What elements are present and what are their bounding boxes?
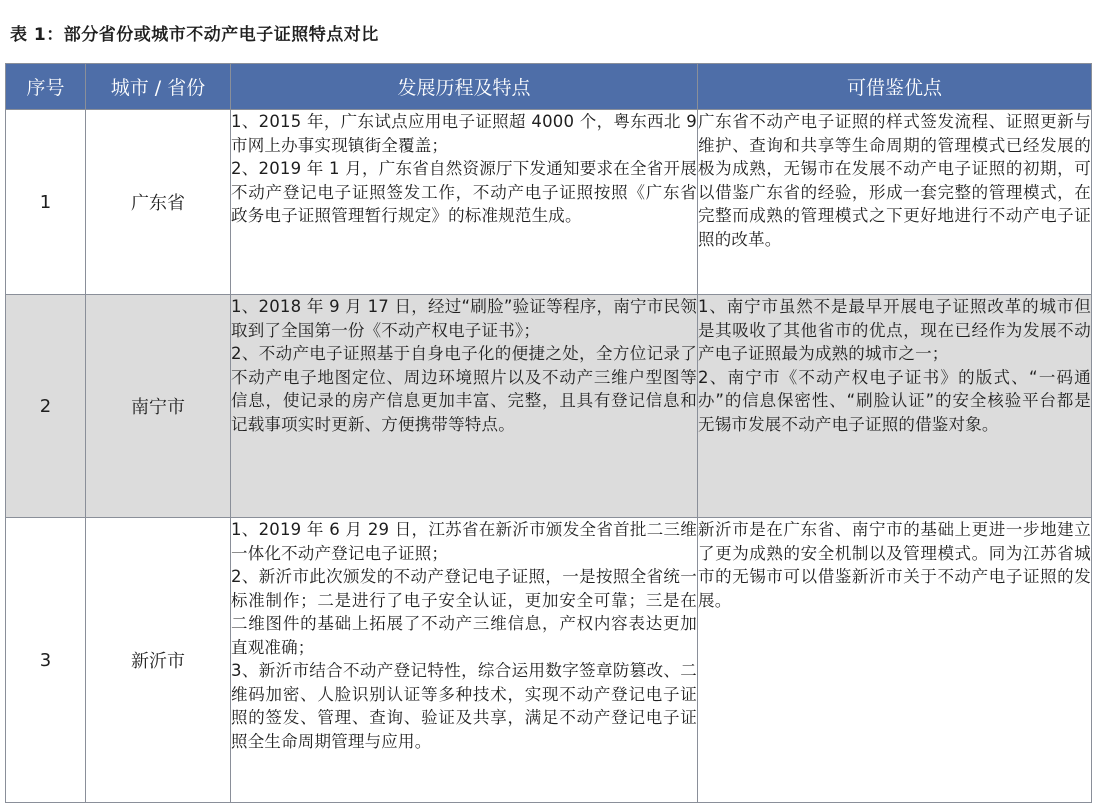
- history-paragraph: 2、2019 年 1 月，广东省自然资源厅下发通知要求在全省开展不动产登记电子证照签发工作，不动产电子证照按照《广东省政务电子证照管理暂行规定》的标准规范生成。: [231, 159, 697, 225]
- table-row: [6, 295, 1092, 518]
- merits-paragraph: 2、南宁市《不动产权电子证书》的版式、“一码通办”的信息保密性、“刷脸认证”的安全核验平台都是无锡市发展不动产电子证照的借鉴对象。: [698, 367, 1091, 434]
- history-paragraph: 2、不动产电子证照基于自身电子化的便捷之处，全方位记录了不动产电子地图定位、周边环境照片以及不动产三维户型图等信息，使记录的房产信息更加丰富、完整，且具有登记信息和记载事项实时更新、方便携带等特点。: [231, 344, 697, 434]
- table-row: [6, 110, 1092, 295]
- row-merits: [698, 110, 1092, 295]
- row-history: [231, 518, 698, 803]
- history-paragraph: 2、新沂市此次颁发的不动产登记电子证照，一是按照全省统一标准制作；二是进行了电子安全认证，更加安全可靠；三是在二维图件的基础上拓展了不动产三维信息，产权内容表达更加直观准确；: [231, 567, 697, 657]
- header-merits: 可借鉴优点: [698, 64, 1092, 110]
- row-number: 3: [6, 518, 86, 803]
- row-city: 新沂市: [86, 518, 231, 803]
- row-merits: [698, 518, 1092, 803]
- table-row: [6, 518, 1092, 803]
- row-city: 南宁市: [86, 295, 231, 518]
- header-num: 序号: [6, 64, 86, 110]
- merits-paragraph: 广东省不动产电子证照的样式签发流程、证照更新与维护、查询和共享等生命周期的管理模式已经发展的极为成熟，无锡市在发展不动产电子证照的初期，可以借鉴广东省的经验，形成一套完整的管理模式，在完整而成熟的管理模式之下更好地进行不动产电子证照的改革。: [698, 112, 1091, 249]
- merits-paragraph: 1、南宁市虽然不是最早开展电子证照改革的城市但是其吸收了其他省市的优点，现在已经作为发展不动产电子证照最为成熟的城市之一；: [698, 297, 1091, 363]
- row-number: 1: [6, 110, 86, 295]
- history-paragraph: 1、2019 年 6 月 29 日，江苏省在新沂市颁发全省首批二三维一体化不动产登记电子证照；: [231, 520, 697, 563]
- history-paragraph: 1、2015 年，广东试点应用电子证照超 4000 个，粤东西北 9 市网上办事实现镇街全覆盖；: [231, 112, 697, 155]
- comparison-table: [5, 63, 1092, 803]
- table-caption: 表 1：部分省份或城市不动产电子证照特点对比: [10, 25, 379, 45]
- history-paragraph: 3、新沂市结合不动产登记特性，综合运用数字签章防篡改、二维码加密、人脸识别认证等多种技术，实现不动产登记电子证照的签发、管理、查询、验证及共享，满足不动产登记电子证照全生命周期管理与应用。: [231, 661, 697, 751]
- header-row: [6, 64, 1092, 110]
- merits-paragraph: 新沂市是在广东省、南宁市的基础上更进一步地建立了更为成熟的安全机制以及管理模式。同为江苏省城市的无锡市可以借鉴新沂市关于不动产电子证照的发展。: [698, 520, 1091, 610]
- row-number: 2: [6, 295, 86, 518]
- header-history: 发展历程及特点: [231, 64, 698, 110]
- row-city: 广东省: [86, 110, 231, 295]
- history-paragraph: 1、2018 年 9 月 17 日，经过“刷脸”验证等程序，南宁市民领取到了全国第一份《不动产权电子证书》；: [231, 297, 697, 340]
- header-city: 城市 / 省份: [86, 64, 231, 110]
- row-history: [231, 295, 698, 518]
- row-merits: [698, 295, 1092, 518]
- row-history: [231, 110, 698, 295]
